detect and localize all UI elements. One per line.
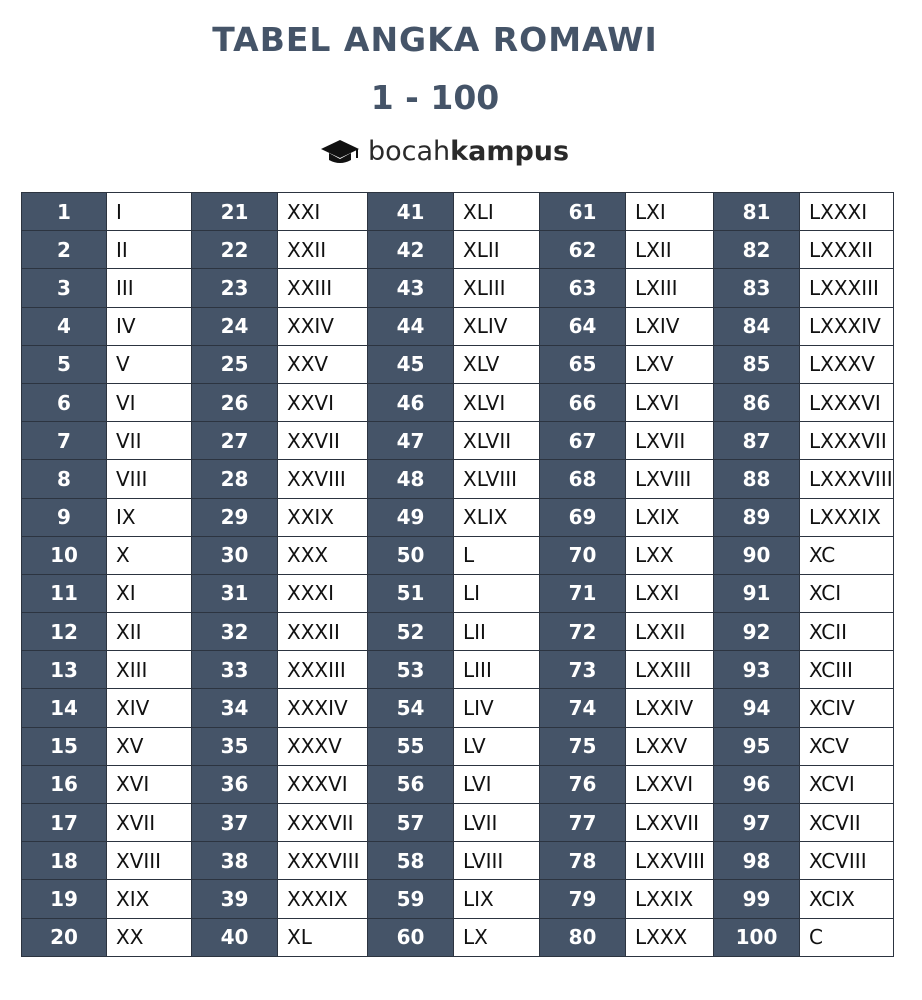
- roman-numeral-cell: LXXVI: [626, 765, 714, 803]
- arabic-number-cell: 54: [368, 689, 454, 727]
- arabic-number-cell: 49: [368, 498, 454, 536]
- roman-numeral-cell: XXII: [278, 231, 368, 269]
- arabic-number-cell: 45: [368, 345, 454, 383]
- roman-numeral-cell: XXXV: [278, 727, 368, 765]
- arabic-number-cell: 78: [540, 842, 626, 880]
- arabic-number-cell: 72: [540, 613, 626, 651]
- table-row: [22, 383, 894, 421]
- roman-numeral-cell: II: [107, 231, 192, 269]
- arabic-number-cell: 18: [22, 842, 107, 880]
- arabic-number-cell: 17: [22, 804, 107, 842]
- brand-logo: [320, 136, 569, 167]
- roman-numeral-cell: LXI: [626, 193, 714, 231]
- table-row: [22, 651, 894, 689]
- roman-numeral-cell: XVI: [107, 765, 192, 803]
- arabic-number-cell: 52: [368, 613, 454, 651]
- arabic-number-cell: 36: [192, 765, 278, 803]
- arabic-number-cell: 22: [192, 231, 278, 269]
- arabic-number-cell: 13: [22, 651, 107, 689]
- arabic-number-cell: 27: [192, 422, 278, 460]
- roman-numeral-cell: XLVIII: [454, 460, 540, 498]
- arabic-number-cell: 43: [368, 269, 454, 307]
- arabic-number-cell: 93: [714, 651, 800, 689]
- roman-numeral-cell: XIV: [107, 689, 192, 727]
- roman-numeral-cell: LXXX: [626, 918, 714, 956]
- table-row: [22, 307, 894, 345]
- roman-numeral-cell: III: [107, 269, 192, 307]
- roman-numeral-cell: LXX: [626, 536, 714, 574]
- roman-numeral-cell: XXI: [278, 193, 368, 231]
- arabic-number-cell: 70: [540, 536, 626, 574]
- roman-numeral-cell: LXXIV: [626, 689, 714, 727]
- roman-numeral-cell: XLIX: [454, 498, 540, 536]
- arabic-number-cell: 53: [368, 651, 454, 689]
- table-row: [22, 804, 894, 842]
- roman-numeral-cell: LXVIII: [626, 460, 714, 498]
- arabic-number-cell: 23: [192, 269, 278, 307]
- arabic-number-cell: 28: [192, 460, 278, 498]
- roman-numeral-table: [21, 192, 894, 957]
- arabic-number-cell: 89: [714, 498, 800, 536]
- arabic-number-cell: 24: [192, 307, 278, 345]
- arabic-number-cell: 79: [540, 880, 626, 918]
- arabic-number-cell: 75: [540, 727, 626, 765]
- arabic-number-cell: 38: [192, 842, 278, 880]
- roman-numeral-cell: XCIX: [800, 880, 894, 918]
- roman-numeral-cell: XLVI: [454, 383, 540, 421]
- roman-numeral-cell: LX: [454, 918, 540, 956]
- roman-numeral-cell: XXXI: [278, 574, 368, 612]
- arabic-number-cell: 74: [540, 689, 626, 727]
- arabic-number-cell: 35: [192, 727, 278, 765]
- arabic-number-cell: 85: [714, 345, 800, 383]
- roman-numeral-cell: XCIV: [800, 689, 894, 727]
- arabic-number-cell: 86: [714, 383, 800, 421]
- roman-numeral-cell: XVII: [107, 804, 192, 842]
- roman-numeral-cell: LIV: [454, 689, 540, 727]
- roman-numeral-cell: XXIII: [278, 269, 368, 307]
- brand-name: [368, 136, 569, 167]
- roman-numeral-cell: LXXXVI: [800, 383, 894, 421]
- table-row: [22, 918, 894, 956]
- roman-numeral-cell: LXXI: [626, 574, 714, 612]
- arabic-number-cell: 69: [540, 498, 626, 536]
- table-row: [22, 460, 894, 498]
- arabic-number-cell: 73: [540, 651, 626, 689]
- table-row: [22, 842, 894, 880]
- roman-numeral-cell: L: [454, 536, 540, 574]
- table-row: [22, 727, 894, 765]
- roman-numeral-cell: LXXIX: [626, 880, 714, 918]
- roman-numeral-cell: LXXVII: [626, 804, 714, 842]
- arabic-number-cell: 87: [714, 422, 800, 460]
- arabic-number-cell: 29: [192, 498, 278, 536]
- arabic-number-cell: 77: [540, 804, 626, 842]
- roman-numeral-cell: LVIII: [454, 842, 540, 880]
- arabic-number-cell: 39: [192, 880, 278, 918]
- arabic-number-cell: 99: [714, 880, 800, 918]
- arabic-number-cell: 71: [540, 574, 626, 612]
- roman-numeral-cell: LXIV: [626, 307, 714, 345]
- table-row: [22, 689, 894, 727]
- table-row: [22, 422, 894, 460]
- roman-numeral-cell: XXX: [278, 536, 368, 574]
- table-row: [22, 269, 894, 307]
- table-row: [22, 574, 894, 612]
- arabic-number-cell: 58: [368, 842, 454, 880]
- page-title: TABEL ANGKA ROMAWI: [212, 20, 658, 59]
- arabic-number-cell: 15: [22, 727, 107, 765]
- roman-numeral-cell: LIII: [454, 651, 540, 689]
- roman-numeral-cell: XXXIV: [278, 689, 368, 727]
- roman-numeral-cell: LXVII: [626, 422, 714, 460]
- roman-numeral-cell: LIX: [454, 880, 540, 918]
- arabic-number-cell: 64: [540, 307, 626, 345]
- roman-numeral-cell: XIII: [107, 651, 192, 689]
- arabic-number-cell: 40: [192, 918, 278, 956]
- arabic-number-cell: 25: [192, 345, 278, 383]
- roman-numeral-cell: LXXXIV: [800, 307, 894, 345]
- arabic-number-cell: 26: [192, 383, 278, 421]
- roman-numeral-cell: XCIII: [800, 651, 894, 689]
- roman-numeral-cell: LXXXI: [800, 193, 894, 231]
- table-row: [22, 231, 894, 269]
- roman-numeral-cell: XLII: [454, 231, 540, 269]
- roman-numeral-cell: LXXII: [626, 613, 714, 651]
- arabic-number-cell: 2: [22, 231, 107, 269]
- roman-numeral-cell: VI: [107, 383, 192, 421]
- arabic-number-cell: 96: [714, 765, 800, 803]
- roman-numeral-cell: LXXIII: [626, 651, 714, 689]
- table-row: [22, 498, 894, 536]
- roman-numeral-cell: LII: [454, 613, 540, 651]
- arabic-number-cell: 42: [368, 231, 454, 269]
- arabic-number-cell: 98: [714, 842, 800, 880]
- table-row: [22, 345, 894, 383]
- roman-numeral-cell: LXXV: [626, 727, 714, 765]
- roman-numeral-cell: XC: [800, 536, 894, 574]
- arabic-number-cell: 92: [714, 613, 800, 651]
- arabic-number-cell: 48: [368, 460, 454, 498]
- arabic-number-cell: 7: [22, 422, 107, 460]
- arabic-number-cell: 10: [22, 536, 107, 574]
- arabic-number-cell: 55: [368, 727, 454, 765]
- roman-numeral-cell: LXXVIII: [626, 842, 714, 880]
- roman-numeral-cell: XCVII: [800, 804, 894, 842]
- roman-numeral-cell: C: [800, 918, 894, 956]
- arabic-number-cell: 97: [714, 804, 800, 842]
- table-row: [22, 613, 894, 651]
- table-row: [22, 765, 894, 803]
- roman-numeral-cell: LXXXV: [800, 345, 894, 383]
- arabic-number-cell: 90: [714, 536, 800, 574]
- arabic-number-cell: 3: [22, 269, 107, 307]
- roman-numeral-cell: LI: [454, 574, 540, 612]
- arabic-number-cell: 4: [22, 307, 107, 345]
- arabic-number-cell: 44: [368, 307, 454, 345]
- arabic-number-cell: 95: [714, 727, 800, 765]
- roman-numeral-cell: LVII: [454, 804, 540, 842]
- roman-numeral-cell: XXVIII: [278, 460, 368, 498]
- roman-numeral-cell: XL: [278, 918, 368, 956]
- arabic-number-cell: 88: [714, 460, 800, 498]
- arabic-number-cell: 56: [368, 765, 454, 803]
- roman-numeral-cell: VII: [107, 422, 192, 460]
- arabic-number-cell: 68: [540, 460, 626, 498]
- arabic-number-cell: 51: [368, 574, 454, 612]
- brand-name-bold: kampus: [450, 136, 570, 167]
- arabic-number-cell: 30: [192, 536, 278, 574]
- arabic-number-cell: 9: [22, 498, 107, 536]
- arabic-number-cell: 19: [22, 880, 107, 918]
- roman-numeral-cell: IV: [107, 307, 192, 345]
- roman-numeral-cell: XXXIII: [278, 651, 368, 689]
- arabic-number-cell: 59: [368, 880, 454, 918]
- roman-numeral-cell: LXV: [626, 345, 714, 383]
- roman-numeral-cell: LXIX: [626, 498, 714, 536]
- roman-numeral-cell: LXXXIII: [800, 269, 894, 307]
- roman-numeral-cell: XXXII: [278, 613, 368, 651]
- roman-numeral-cell: XCVI: [800, 765, 894, 803]
- arabic-number-cell: 50: [368, 536, 454, 574]
- arabic-number-cell: 100: [714, 918, 800, 956]
- roman-numeral-cell: XCVIII: [800, 842, 894, 880]
- roman-numeral-cell: XXV: [278, 345, 368, 383]
- roman-numeral-cell: XCII: [800, 613, 894, 651]
- arabic-number-cell: 91: [714, 574, 800, 612]
- roman-numeral-cell: LXXXIX: [800, 498, 894, 536]
- arabic-number-cell: 47: [368, 422, 454, 460]
- arabic-number-cell: 82: [714, 231, 800, 269]
- roman-numeral-cell: LVI: [454, 765, 540, 803]
- roman-numeral-cell: XX: [107, 918, 192, 956]
- roman-numeral-cell: LXXXVIII: [800, 460, 894, 498]
- roman-numeral-cell: XLIV: [454, 307, 540, 345]
- roman-numeral-cell: XXXVI: [278, 765, 368, 803]
- arabic-number-cell: 6: [22, 383, 107, 421]
- arabic-number-cell: 63: [540, 269, 626, 307]
- arabic-number-cell: 12: [22, 613, 107, 651]
- roman-numeral-cell: XVIII: [107, 842, 192, 880]
- arabic-number-cell: 20: [22, 918, 107, 956]
- arabic-number-cell: 14: [22, 689, 107, 727]
- roman-numeral-cell: LXIII: [626, 269, 714, 307]
- arabic-number-cell: 62: [540, 231, 626, 269]
- arabic-number-cell: 5: [22, 345, 107, 383]
- arabic-number-cell: 8: [22, 460, 107, 498]
- arabic-number-cell: 67: [540, 422, 626, 460]
- arabic-number-cell: 31: [192, 574, 278, 612]
- roman-numeral-cell: XXIV: [278, 307, 368, 345]
- arabic-number-cell: 41: [368, 193, 454, 231]
- roman-numeral-cell: XXXIX: [278, 880, 368, 918]
- roman-numeral-cell: LXVI: [626, 383, 714, 421]
- roman-numeral-cell: XCV: [800, 727, 894, 765]
- arabic-number-cell: 57: [368, 804, 454, 842]
- arabic-number-cell: 33: [192, 651, 278, 689]
- arabic-number-cell: 46: [368, 383, 454, 421]
- table-body: [22, 193, 894, 957]
- roman-numeral-cell: V: [107, 345, 192, 383]
- arabic-number-cell: 65: [540, 345, 626, 383]
- arabic-number-cell: 37: [192, 804, 278, 842]
- roman-numeral-cell: XCI: [800, 574, 894, 612]
- roman-numeral-cell: LXXXVII: [800, 422, 894, 460]
- arabic-number-cell: 61: [540, 193, 626, 231]
- arabic-number-cell: 16: [22, 765, 107, 803]
- arabic-number-cell: 76: [540, 765, 626, 803]
- roman-numeral-cell: XXXVII: [278, 804, 368, 842]
- arabic-number-cell: 94: [714, 689, 800, 727]
- graduation-cap-icon: [320, 138, 360, 166]
- roman-numeral-cell: XLVII: [454, 422, 540, 460]
- roman-numeral-cell: LXII: [626, 231, 714, 269]
- roman-numeral-cell: XXVII: [278, 422, 368, 460]
- table-row: [22, 880, 894, 918]
- table-row: [22, 536, 894, 574]
- arabic-number-cell: 83: [714, 269, 800, 307]
- arabic-number-cell: 34: [192, 689, 278, 727]
- roman-numeral-cell: LXXXII: [800, 231, 894, 269]
- roman-numeral-cell: XXIX: [278, 498, 368, 536]
- roman-numeral-cell: XXVI: [278, 383, 368, 421]
- roman-numeral-cell: XII: [107, 613, 192, 651]
- roman-numeral-cell: X: [107, 536, 192, 574]
- arabic-number-cell: 84: [714, 307, 800, 345]
- arabic-number-cell: 81: [714, 193, 800, 231]
- brand-name-light: bocah: [368, 136, 451, 167]
- roman-numeral-cell: XXXVIII: [278, 842, 368, 880]
- arabic-number-cell: 66: [540, 383, 626, 421]
- arabic-number-cell: 11: [22, 574, 107, 612]
- arabic-number-cell: 1: [22, 193, 107, 231]
- arabic-number-cell: 80: [540, 918, 626, 956]
- roman-numeral-cell: IX: [107, 498, 192, 536]
- arabic-number-cell: 21: [192, 193, 278, 231]
- table-row: [22, 193, 894, 231]
- roman-numeral-cell: XLI: [454, 193, 540, 231]
- roman-numeral-cell: XV: [107, 727, 192, 765]
- roman-numeral-cell: LV: [454, 727, 540, 765]
- roman-numeral-cell: XLV: [454, 345, 540, 383]
- roman-numeral-cell: VIII: [107, 460, 192, 498]
- arabic-number-cell: 60: [368, 918, 454, 956]
- page-subtitle: 1 - 100: [370, 78, 500, 117]
- roman-numeral-cell: XI: [107, 574, 192, 612]
- arabic-number-cell: 32: [192, 613, 278, 651]
- roman-numeral-cell: I: [107, 193, 192, 231]
- roman-numeral-cell: XIX: [107, 880, 192, 918]
- roman-numeral-cell: XLIII: [454, 269, 540, 307]
